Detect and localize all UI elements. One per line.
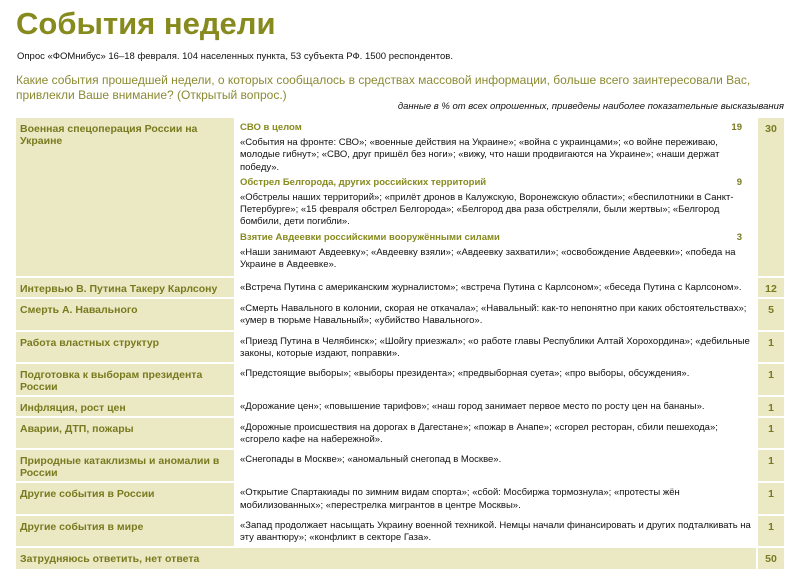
subcategory-pct: 19 xyxy=(731,122,742,133)
subcategory-quotes: «События на фронте: СВО»; «военные действия на Украине»; «война с украинцами»; «о войне переживаю, молодые гибнут»; «СВО, друг пришёл без ноги»; «вижу, что наши продвигаются на Украине»; «наши держат победу». xyxy=(240,137,720,173)
results-table xyxy=(16,118,784,571)
table-row xyxy=(16,277,784,298)
row-quotes xyxy=(235,118,757,277)
table-row xyxy=(16,417,784,449)
row-pct: 1 xyxy=(757,396,784,417)
subcategory-quotes: «Обстрелы наших территорий»; «прилёт дронов в Калужскую, Воронежскую области»; «беспилотники в Санкт-Петербурге»; «15 февраля обстрел Белгорода»; «Белгород два раза обстреляли, были жертвы»; «Белгород бомбили, дети погибли». xyxy=(240,192,734,228)
table-row xyxy=(16,515,784,547)
total-label: Затрудняюсь ответить, нет ответа xyxy=(16,547,757,570)
row-label: Смерть А. Навального xyxy=(16,298,235,330)
subcategory-pct: 3 xyxy=(736,231,742,243)
row-pct: 1 xyxy=(757,515,784,547)
subcategory-header xyxy=(240,177,752,189)
table-row xyxy=(16,449,784,482)
table-row xyxy=(16,331,784,363)
survey-question: Какие события прошедшей недели, о которых сообщалось в средствах массовой информации, больше всего заинтересовали Вас, привлекли Ваше внимание? (Открытый вопрос.) xyxy=(16,73,751,102)
row-label: Природные катаклизмы и аномалии в России xyxy=(16,449,235,482)
row-quotes: «Запад продолжает насыщать Украину военной техникой. Немцы начали финансировать и других подталкивать на эту авантюру»; «конфликт в секторе Газа». xyxy=(235,515,757,547)
row-quotes: «Открытие Спартакиады по зимним видам спорта»; «сбой: Мосбиржа тормознула»; «протесты жён мобилизованных»; «перестрелка мигрантов в центре Москвы». xyxy=(235,482,757,514)
row-pct: 1 xyxy=(757,449,784,482)
row-pct: 12 xyxy=(757,277,784,298)
subcategory-label: Обстрел Белгорода, других российских территорий xyxy=(240,176,487,188)
table-row-total xyxy=(16,547,784,570)
table-row xyxy=(16,298,784,330)
subcategory-quotes: «Наши занимают Авдеевку»; «Авдеевку взяли»; «Авдеевку захватили»; «освобождение Авдеевки»; «победа на Украине в Авдеевке». xyxy=(240,246,736,271)
table-row xyxy=(16,363,784,396)
subcategory-header xyxy=(240,232,752,244)
row-quotes: «Снегопады в Москве»; «аномальный снегопад в Москве». xyxy=(235,449,757,482)
table-row xyxy=(16,396,784,417)
row-label: Другие события в России xyxy=(16,482,235,514)
row-pct: 1 xyxy=(757,331,784,363)
row-pct: 5 xyxy=(757,298,784,330)
row-quotes: «Смерть Навального в колонии, скорая не откачала»; «Навальный: как-то непонятно при каких обстоятельствах»; «умер в тюрьме Навальный»; «убийство Навального». xyxy=(235,298,757,330)
row-quotes: «Предстоящие выборы»; «выборы президента»; «предвыборная суета»; «про выборы, обсуждения». xyxy=(235,363,757,396)
row-label: Военная спецоперация России на Украине xyxy=(16,118,235,277)
row-pct: 1 xyxy=(757,363,784,396)
row-pct: 30 xyxy=(757,118,784,277)
row-label: Интервью В. Путина Такеру Карлсону xyxy=(16,277,235,298)
row-quotes: «Приезд Путина в Челябинск»; «Шойгу приезжал»; «о работе главы Республики Алтай Хорохордина»; «дебильные законы, которые издают, поправки». xyxy=(235,331,757,363)
row-label: Аварии, ДТП, пожары xyxy=(16,417,235,449)
row-label: Подготовка к выборам президента России xyxy=(16,363,235,396)
subcategory-pct: 9 xyxy=(736,176,742,188)
row-pct: 1 xyxy=(757,417,784,449)
survey-info: Опрос «ФОМнибус» 16–18 февраля. 104 населенных пункта, 53 субъекта РФ. 1500 респондентов. xyxy=(17,51,453,62)
table-row-svo xyxy=(16,118,784,277)
subcategory-header xyxy=(240,122,752,134)
data-note: данные в % от всех опрошенных, приведены наиболее показательные высказывания xyxy=(397,101,784,112)
row-quotes: «Встреча Путина с американским журналистом»; «встреча Путина с Карлсоном»; «беседа Путина с Карлсоном». xyxy=(235,277,757,298)
row-label: Работа властных структур xyxy=(16,331,235,363)
total-pct: 50 xyxy=(757,547,784,570)
table-row xyxy=(16,482,784,514)
subcategory-label: Взятие Авдеевки российскими вооружёнными силами xyxy=(240,231,500,243)
row-quotes: «Дорожание цен»; «повышение тарифов»; «наш город занимает первое место по росту цен на бананы». xyxy=(235,396,757,417)
row-label: Другие события в мире xyxy=(16,515,235,547)
row-pct: 1 xyxy=(757,482,784,514)
subcategory-label: СВО в целом xyxy=(240,122,302,133)
page-title: События недели xyxy=(16,6,276,41)
row-label: Инфляция, рост цен xyxy=(16,396,235,417)
row-quotes: «Дорожные происшествия на дорогах в Дагестане»; «пожар в Анапе»; «сгорел ресторан, сбили пешехода»; «сгорело кафе на набережной». xyxy=(235,417,757,449)
